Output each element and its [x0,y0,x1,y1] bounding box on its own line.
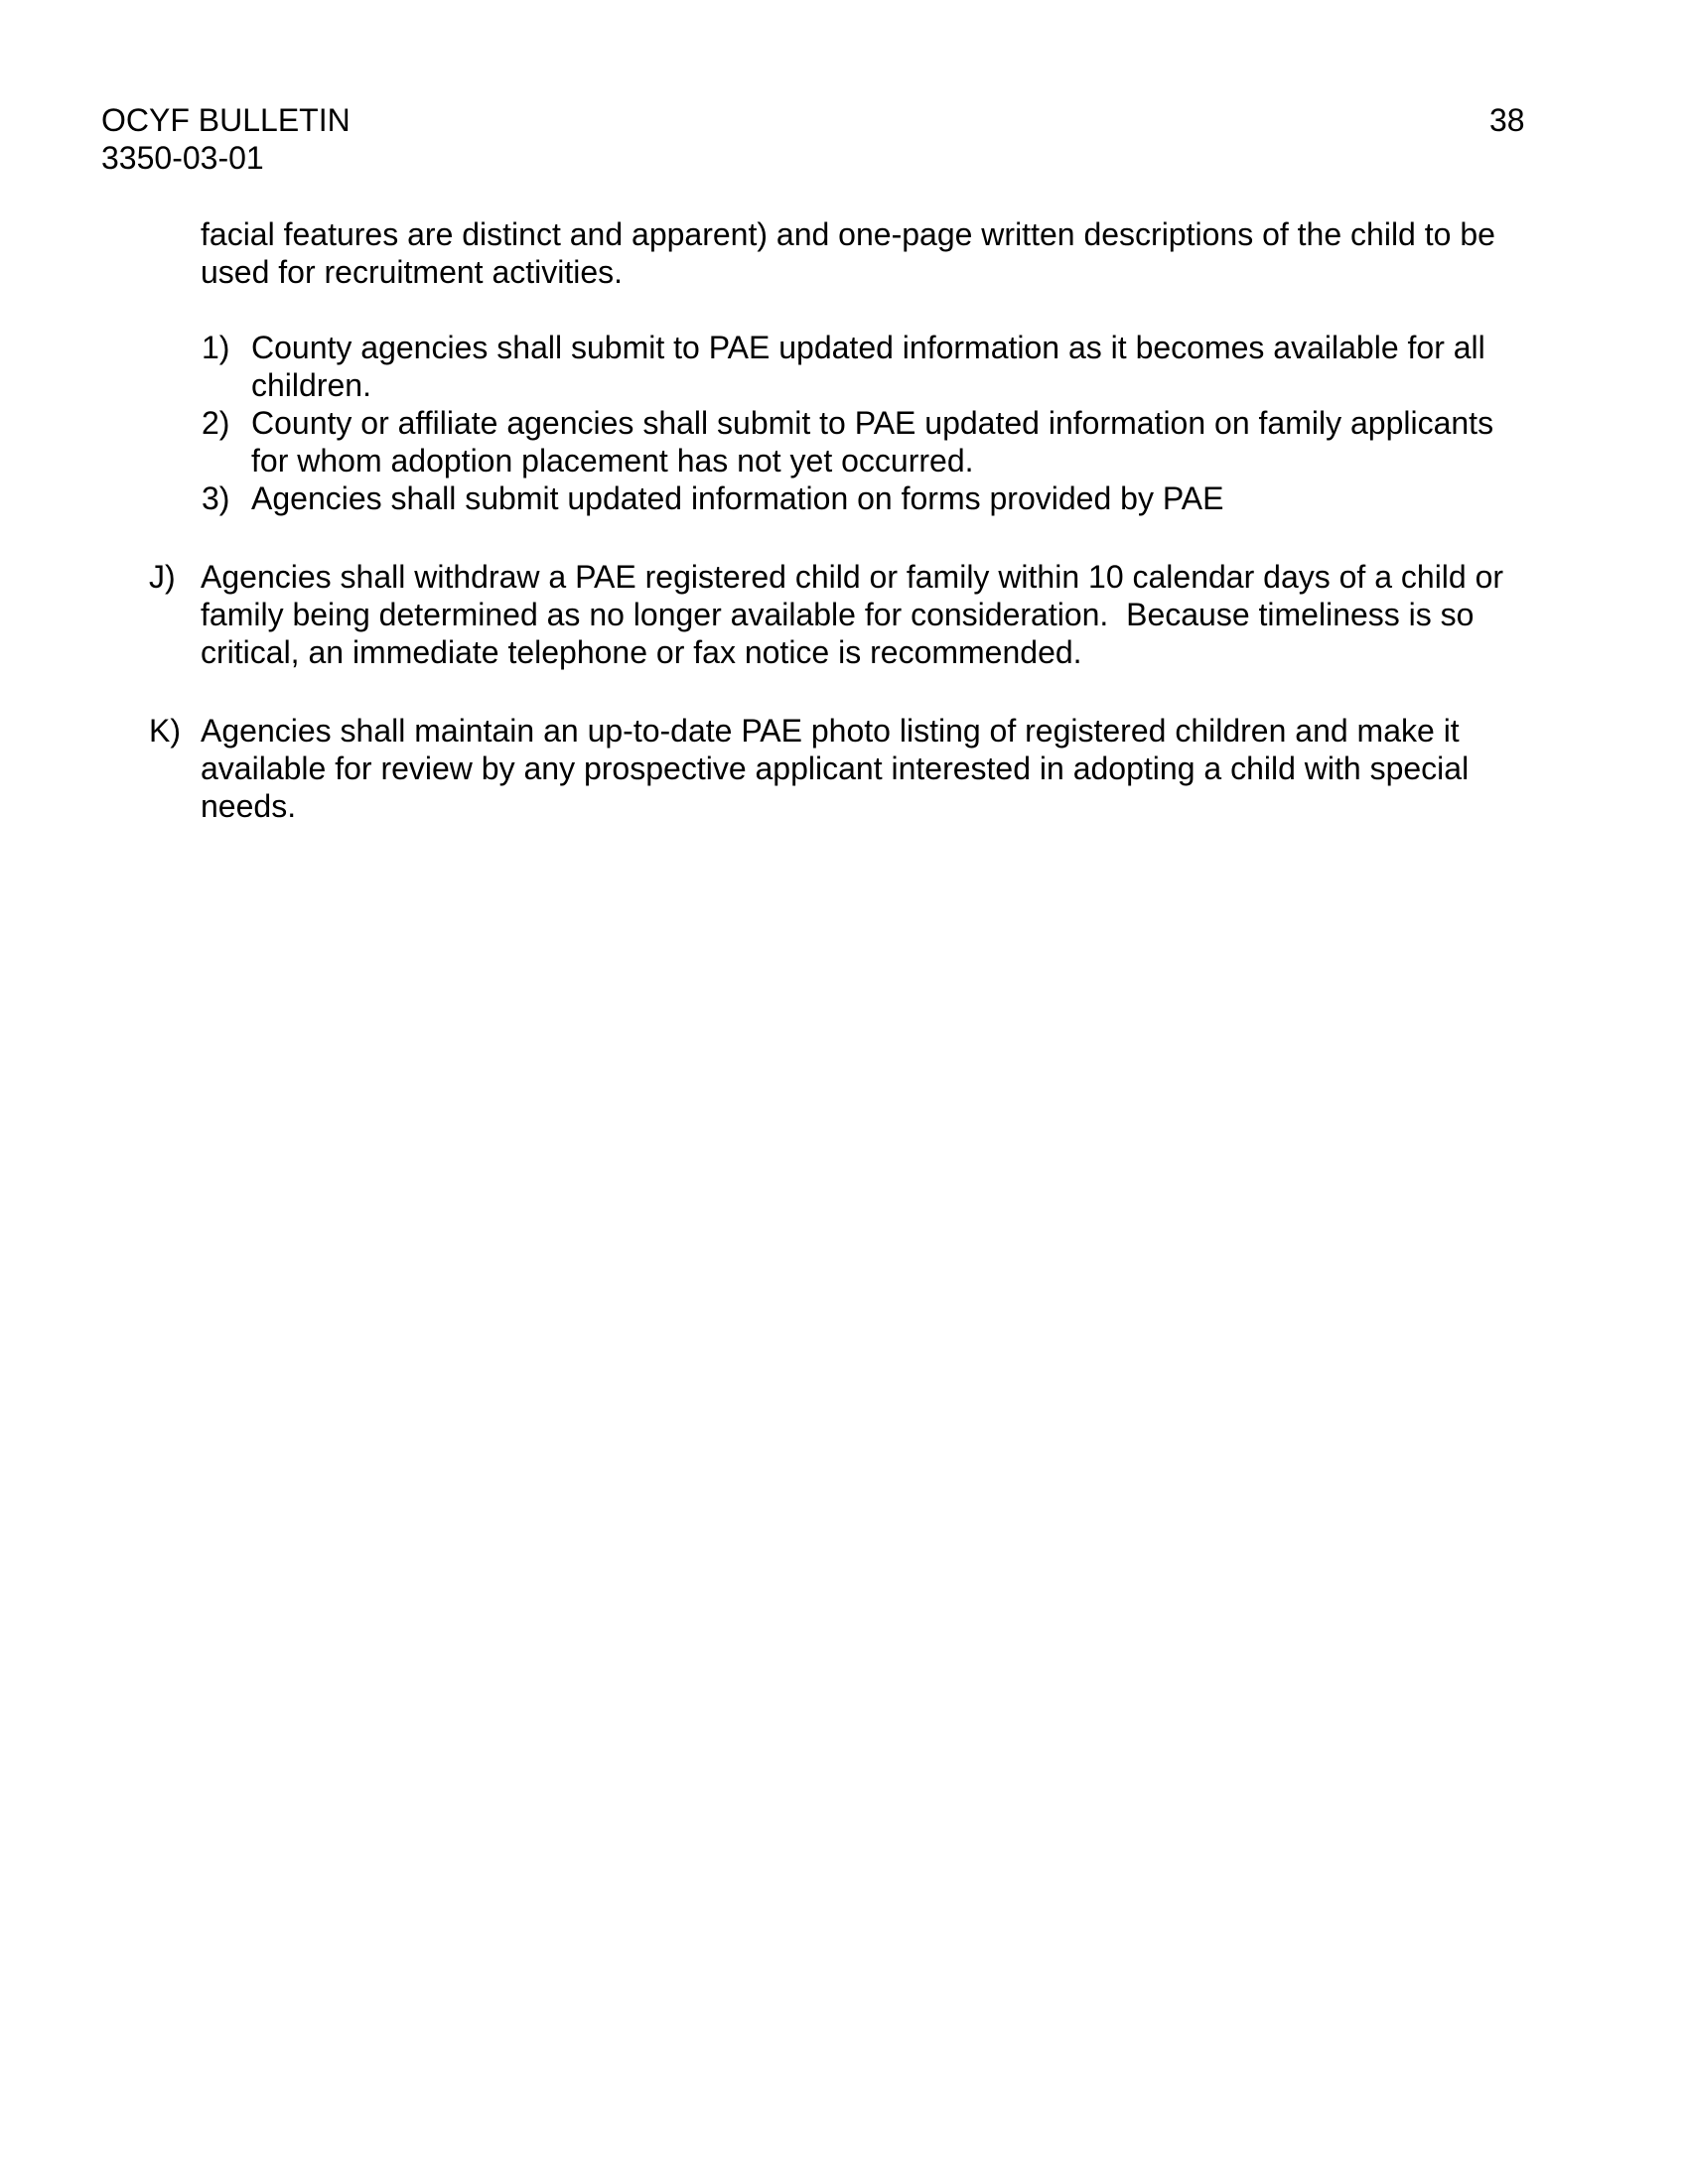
paragraph-line: Agencies shall withdraw a PAE registered child or family within 10 calendar days of a child or [201,559,1504,595]
list-item-marker: J) [149,559,176,595]
intro-paragraph [201,215,1495,291]
list-item [202,479,1493,517]
list-item [202,329,1493,404]
lettered-item-j [149,558,1503,671]
paragraph-line: needs. [201,788,297,824]
paragraph-line: children. [251,367,371,403]
list-item-marker: K) [149,713,181,749]
paragraph-line: available for review by any prospective applicant interested in adopting a child with special [201,751,1470,786]
paragraph-line: facial features are distinct and apparent) and one-page written descriptions of the child to be [201,216,1495,252]
bulletin-title: OCYF BULLETIN [101,102,351,138]
paragraph-line: Agencies shall maintain an up-to-date PAE photo listing of registered children and make it [201,713,1460,749]
paragraph-line: family being determined as no longer available for consideration. Because timeliness is so [201,597,1475,632]
list-item-text [201,558,1503,671]
bulletin-number: 3350-03-01 [101,140,264,176]
list-item-text [251,329,1485,404]
paragraph-line: County agencies shall submit to PAE updated information as it becomes available for all [251,330,1485,365]
document-header [101,101,351,177]
paragraph-line: critical, an immediate telephone or fax notice is recommended. [201,634,1082,670]
paragraph-line: Agencies shall submit updated information on forms provided by PAE [251,480,1224,516]
paragraph-line: used for recruitment activities. [201,254,624,290]
numbered-list [202,329,1493,517]
lettered-item-k [149,712,1469,825]
list-item-marker: 2) [202,405,230,441]
list-item-text [251,479,1223,517]
list-item-marker: 1) [202,330,230,365]
page-number: 38 [1489,102,1525,138]
paragraph-line: County or affiliate agencies shall submit to PAE updated information on family applicants [251,405,1494,441]
list-item-marker: 3) [202,480,230,516]
list-item-text [201,712,1469,825]
list-item [202,404,1493,479]
paragraph-line: for whom adoption placement has not yet occurred. [251,443,974,478]
list-item-text [251,404,1493,479]
